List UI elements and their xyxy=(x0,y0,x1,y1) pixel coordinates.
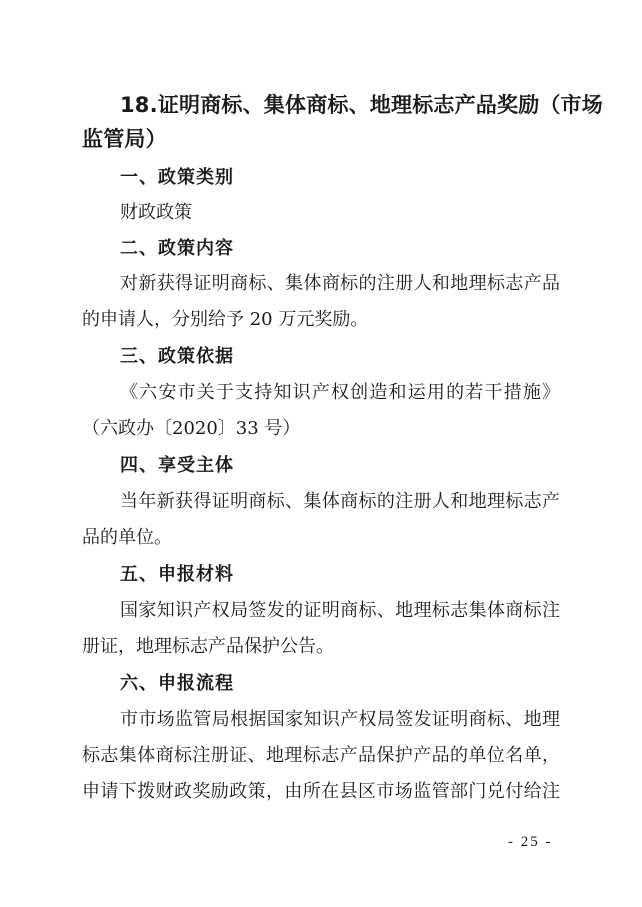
title-line-1: 18.证明商标、集体商标、地理标志产品奖励（市场 xyxy=(120,93,603,117)
section-heading-policy-content: 二、政策内容 xyxy=(120,238,234,259)
section-body-eligible-subjects xyxy=(82,484,560,556)
title-line-2: 监管局） xyxy=(82,127,167,151)
body-line: 品的单位。 xyxy=(82,527,172,548)
section-body-application-materials xyxy=(82,593,560,665)
document-title xyxy=(82,88,603,156)
section-heading-policy-basis: 三、政策依据 xyxy=(120,346,234,367)
body-line: 对新获得证明商标、集体商标的注册人和地理标志产品 xyxy=(120,273,560,294)
section-body-policy-category xyxy=(82,195,560,231)
body-line: 国家知识产权局签发的证明商标、地理标志集体商标注 xyxy=(120,600,560,621)
section-body-policy-content xyxy=(82,266,560,338)
body-line: 标志集体商标注册证、地理标志产品保护产品的单位名单， xyxy=(82,745,560,766)
body-line: 的申请人，分别给予 20 万元奖励。 xyxy=(82,309,369,330)
body-line: （六政办〔2020〕33 号） xyxy=(82,418,301,439)
section-heading-policy-category: 一、政策类别 xyxy=(120,167,234,188)
section-heading-application-process: 六、申报流程 xyxy=(120,673,234,694)
body-line: 财政政策 xyxy=(120,202,192,223)
section-heading-eligible-subjects: 四、享受主体 xyxy=(120,455,234,476)
body-line: 当年新获得证明商标、集体商标的注册人和地理标志产 xyxy=(120,491,560,512)
page-number: - 25 - xyxy=(508,834,553,850)
body-line: 册证，地理标志产品保护公告。 xyxy=(82,636,334,657)
section-heading-application-materials: 五、申报材料 xyxy=(120,564,234,585)
section-body-policy-basis xyxy=(82,375,560,447)
body-line: 市市场监管局根据国家知识产权局签发证明商标、地理 xyxy=(120,709,560,730)
section-body-application-process xyxy=(82,702,560,810)
body-line: 《六安市关于支持知识产权创造和运用的若干措施》 xyxy=(120,382,560,403)
body-line: 申请下拨财政奖励政策，由所在县区市场监管部门兑付给注 xyxy=(82,781,560,802)
